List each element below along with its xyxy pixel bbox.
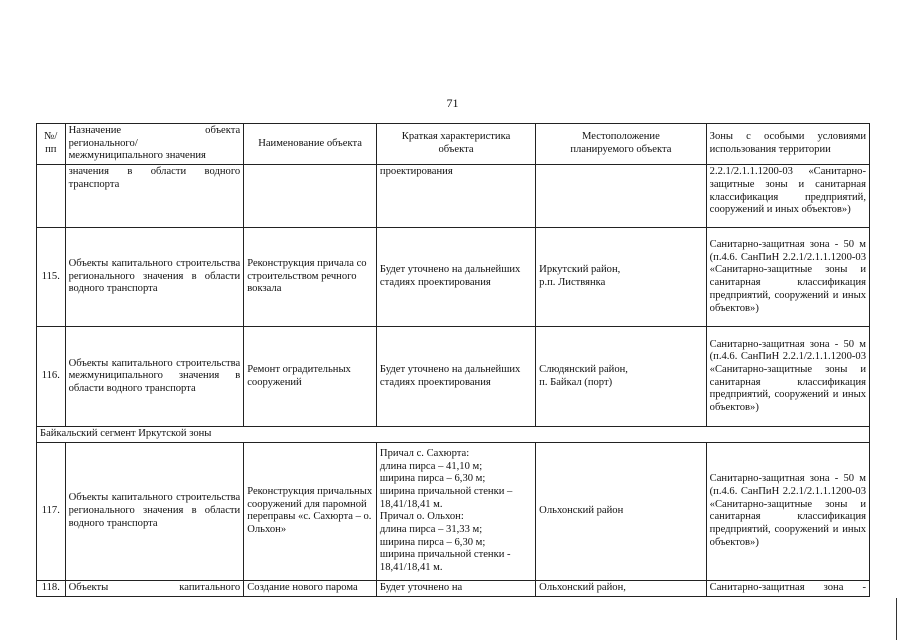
table-row [37,327,870,427]
cell-zones: Санитарно-защитная зона - 50 м (п.4.6. СанПиН 2.2.1/2.1.1.1200-03 «Санитарно-защитные зоны и санитарная классификация предприятий, сооружений и иных объектов») [706,442,869,580]
desc-line: ширина причальной стенки – 18,41/18,41 м. [379,485,513,510]
desc-line: ширина причальной стенки - 18,41/18,41 м. [379,549,511,574]
cell-desc: Будет уточнено на дальнейших стадиях проектирования [376,327,535,427]
desc-line: Причал с. Сахюрта: [379,447,470,459]
cell-location [536,228,706,327]
location-line: Иркутский район, [539,264,621,276]
cell-num: 117. [37,442,66,580]
page-edge-mark [896,598,897,640]
page-number: 71 [446,96,459,110]
desc-line: Причал о. Ольхон: [379,511,464,523]
cell-desc: Будет уточнено на [376,580,535,596]
location-line: р.п. Листвянка [539,277,606,289]
location-line: п. Байкал (порт) [539,376,613,388]
cell-name [244,165,377,228]
cell-name: Ремонт оградительных сооружений [244,327,377,427]
cell-purpose: Объекты капитального строительства регионального значения в области водного транспорта [65,442,244,580]
segment-heading-row [37,427,870,443]
cell-purpose: Объекты капитального строительства регионального значения в области водного транспорта [65,228,244,327]
cell-purpose: Объекты капитального [65,580,244,596]
table-row [37,442,870,580]
cell-zones: 2.2.1/2.1.1.1200-03 «Санитарно-защитные зоны и санитарная классификация предприятий, сооружений и иных объектов») [706,165,869,228]
cell-purpose: Объекты капитального строительства межмуниципального значения в области водного транспорта [65,327,244,427]
cell-location [536,327,706,427]
cell-zones: Санитарно-защитная зона - 50 м (п.4.6. СанПиН 2.2.1/2.1.1.1200-03 «Санитарно-защитные зоны и санитарная классификация предприятий, сооружений и иных объектов») [706,228,869,327]
cell-location: Ольхонский район, [536,580,706,596]
cell-name: Создание нового парома [244,580,377,596]
table-row [37,580,870,596]
cell-num: 116. [37,327,66,427]
header-zones: Зоны с особыми условиями использования территории [706,124,869,165]
location-line: Слюдянский район, [539,363,628,375]
cell-name: Реконструкция причальных сооружений для паромной переправы «с. Сахюрта – о. Ольхон» [244,442,377,580]
cell-zones: Санитарно-защитная зона - 50 м (п.4.6. СанПиН 2.2.1/2.1.1.1200-03 «Санитарно-защитные зоны и санитарная классификация предприятий, сооружений и иных объектов») [706,327,869,427]
cell-name: Реконструкция причала со строительством речного вокзала [244,228,377,327]
cell-num: 115. [37,228,66,327]
planned-objects-table [36,123,870,597]
table-row [37,228,870,327]
cell-num [37,165,66,228]
header-num: №/пп [37,124,66,165]
cell-zones: Санитарно-защитная зона - [706,580,869,596]
cell-purpose: значения в области водного транспорта [65,165,244,228]
header-desc: Краткая характеристика объекта [376,124,535,165]
cell-desc: Будет уточнено на дальнейших стадиях проектирования [376,228,535,327]
desc-line: длина пирса – 31,33 м; [379,524,483,536]
header-name: Наименование объекта [244,124,377,165]
cell-desc: проектирования [376,165,535,228]
table-row-continued [37,165,870,228]
cell-desc [376,442,535,580]
segment-title: Байкальский сегмент Иркутской зоны [37,427,870,443]
desc-line: ширина пирса – 6,30 м; [379,536,486,548]
cell-num: 118. [37,580,66,596]
table-header-row [37,124,870,165]
desc-line: ширина пирса – 6,30 м; [379,473,486,485]
cell-location [536,165,706,228]
cell-location: Ольхонский район [536,442,706,580]
header-location: Местоположение планируемого объекта [536,124,706,165]
header-purpose: Назначение объекта регионального/ межмуниципального значения [65,124,244,165]
desc-line: длина пирса – 41,10 м; [379,460,483,472]
